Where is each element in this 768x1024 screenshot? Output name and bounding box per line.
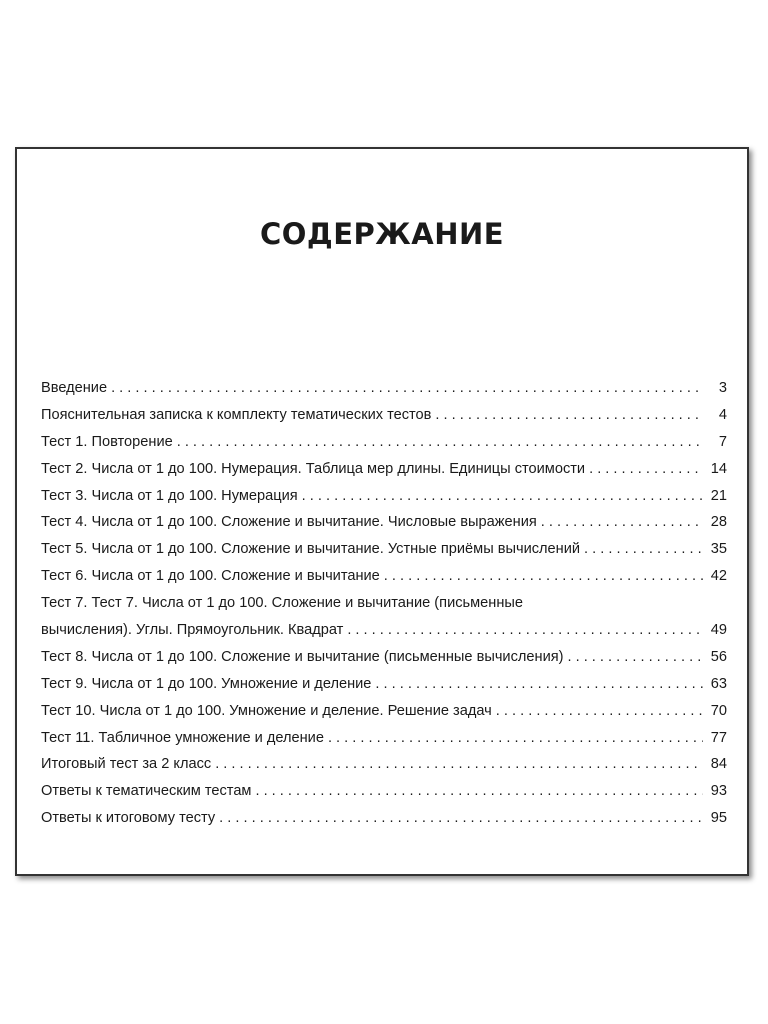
toc-entry-test-1 xyxy=(41,429,727,456)
toc-entry-text: Тест 6. Числа от 1 до 100. Сложение и вычитание xyxy=(41,568,380,585)
toc-page-number: 4 xyxy=(718,406,727,423)
toc-page-number: 70 xyxy=(710,702,727,719)
page-title: СОДЕРЖАНИЕ xyxy=(259,217,505,251)
dot-leader xyxy=(111,375,703,402)
contents-page xyxy=(15,147,749,876)
toc-entry-test-3 xyxy=(41,483,727,510)
toc-page-number: 49 xyxy=(710,622,727,639)
toc-entry-text: Тест 1. Повторение xyxy=(41,433,173,450)
toc-entry-final-test xyxy=(41,751,727,778)
toc-entry-thematic-answers xyxy=(41,778,727,805)
toc-page-number: 95 xyxy=(710,810,727,827)
toc-entry-text: Пояснительная записка к комплекту тематических тестов xyxy=(41,406,432,423)
toc-entry-text: Тест 10. Числа от 1 до 100. Умножение и деление. Решение задач xyxy=(41,702,492,719)
dot-leader xyxy=(219,805,703,832)
toc-entry-test-8 xyxy=(41,644,727,671)
toc-page-number: 77 xyxy=(710,729,727,746)
dot-leader xyxy=(584,536,703,563)
toc-page-number: 28 xyxy=(710,514,727,531)
toc-entry-text: Итоговый тест за 2 класс xyxy=(41,756,212,773)
dot-leader xyxy=(496,698,703,725)
toc-entry-test-10 xyxy=(41,698,727,725)
toc-entry-text: Тест 3. Числа от 1 до 100. Нумерация xyxy=(41,487,298,504)
dot-leader xyxy=(435,402,703,429)
toc-entry-text: Тест 8. Числа от 1 до 100. Сложение и вычитание (письменные вычисления) xyxy=(41,648,564,665)
toc-entry-test-11 xyxy=(41,725,727,752)
toc-entry-text: Тест 4. Числа от 1 до 100. Сложение и вычитание. Числовые выражения xyxy=(41,514,537,531)
toc-page-number: 21 xyxy=(710,487,727,504)
dot-leader xyxy=(328,725,703,752)
dot-leader xyxy=(255,778,703,805)
toc-entry-text: Ответы к тематическим тестам xyxy=(41,783,252,800)
dot-leader xyxy=(541,509,703,536)
toc-page-number: 63 xyxy=(710,675,727,692)
toc-entry-introduction xyxy=(41,375,727,402)
toc-page-number: 3 xyxy=(718,380,727,396)
toc-entry-test-7 xyxy=(41,590,727,644)
toc-entry-test-4 xyxy=(41,509,727,536)
toc-entry-test-2 xyxy=(41,456,727,483)
toc-entry-text: Ответы к итоговому тесту xyxy=(41,810,216,827)
toc-entry-text: Введение xyxy=(41,380,108,396)
toc-entry-text: Тест 5. Числа от 1 до 100. Сложение и вычитание. Устные приёмы вычислений xyxy=(41,541,581,558)
toc-entry-text-line-1: Тест 7. Тест 7. Числа от 1 до 100. Сложение и вычитание (письменные xyxy=(41,595,523,612)
toc-entry-test-9 xyxy=(41,671,727,698)
dot-leader xyxy=(589,456,703,483)
toc-page-number: 84 xyxy=(710,756,727,773)
toc-page-number: 14 xyxy=(710,460,727,477)
toc-entry-test-5 xyxy=(41,536,727,563)
toc-entry-test-6 xyxy=(41,563,727,590)
toc-entry-text-line-2: вычисления). Углы. Прямоугольник. Квадрат xyxy=(41,622,344,639)
dot-leader xyxy=(177,429,703,456)
toc-entry-text: Тест 9. Числа от 1 до 100. Умножение и деление xyxy=(41,675,372,692)
table-of-contents xyxy=(41,375,727,832)
dot-leader xyxy=(302,483,703,510)
toc-page-number: 7 xyxy=(718,433,727,450)
dot-leader xyxy=(567,644,703,671)
toc-page-number: 35 xyxy=(710,541,727,558)
dot-leader xyxy=(347,617,703,644)
toc-page-number: 56 xyxy=(710,648,727,665)
toc-page-number: 42 xyxy=(710,568,727,585)
toc-entry-explanatory-note xyxy=(41,402,727,429)
dot-leader xyxy=(384,563,703,590)
toc-page-number: 93 xyxy=(710,783,727,800)
toc-entry-final-answers xyxy=(41,805,727,832)
dot-leader xyxy=(215,751,703,778)
toc-entry-text: Тест 2. Числа от 1 до 100. Нумерация. Таблица мер длины. Единицы стоимости xyxy=(41,460,586,477)
dot-leader xyxy=(375,671,703,698)
toc-entry-text: Тест 11. Табличное умножение и деление xyxy=(41,729,324,746)
